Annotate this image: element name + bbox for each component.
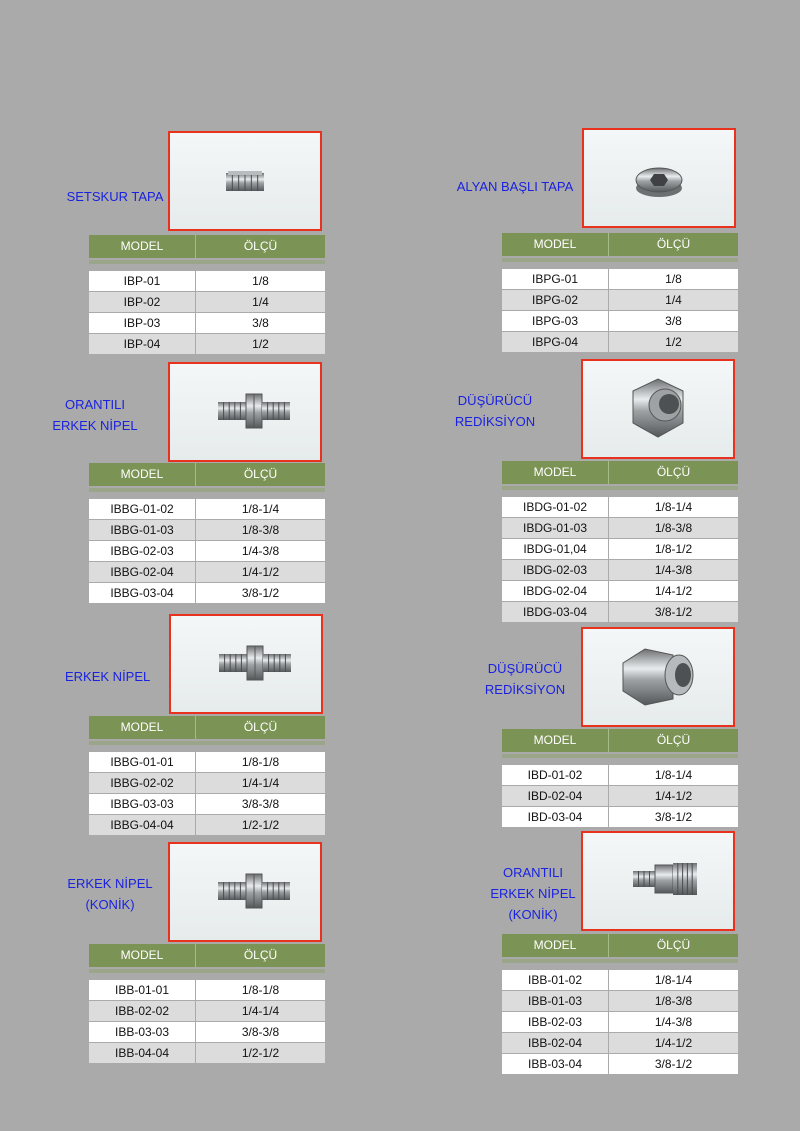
table-row — [502, 1012, 738, 1032]
table-row — [502, 786, 738, 806]
size-cell: 3/8 — [609, 311, 738, 331]
product-title — [478, 862, 588, 925]
product-photo — [581, 627, 735, 727]
model-cell: IBDG-01,04 — [502, 539, 608, 559]
product-title-line: REDİKSİYON — [484, 682, 566, 697]
table-row — [89, 1001, 325, 1021]
hex-reducer-bushing-icon — [583, 629, 733, 725]
product-photo — [582, 128, 736, 228]
size-cell: 1/4-1/2 — [609, 581, 738, 601]
model-cell: IBBG-01-03 — [89, 520, 195, 540]
table-row — [502, 539, 738, 559]
table-row — [89, 980, 325, 1000]
product-title — [55, 873, 165, 915]
hex-head-plug-icon — [584, 130, 734, 226]
table-row — [502, 290, 738, 310]
product-title-line: DÜŞÜRÜCÜ — [457, 393, 533, 408]
table-body — [89, 499, 325, 603]
spec-table — [89, 716, 325, 836]
size-cell: 3/8-1/2 — [609, 807, 738, 827]
spec-table — [502, 461, 738, 623]
product-photo — [168, 131, 322, 231]
model-cell: IBDG-02-03 — [502, 560, 608, 580]
size-cell: 1/8-3/8 — [609, 518, 738, 538]
spec-table — [89, 463, 325, 604]
model-cell: IBB-01-03 — [502, 991, 608, 1011]
table-body — [502, 970, 738, 1074]
model-cell: IBD-02-04 — [502, 786, 608, 806]
model-cell: IBPG-04 — [502, 332, 608, 352]
male-nipple-icon — [171, 616, 321, 712]
model-cell: IBB-01-02 — [502, 970, 608, 990]
model-cell: IBP-01 — [89, 271, 195, 291]
table-row — [89, 334, 325, 354]
model-column-header: MODEL — [89, 716, 196, 739]
table-header — [89, 235, 325, 258]
model-column-header: MODEL — [502, 233, 609, 256]
table-body — [89, 752, 325, 835]
size-cell: 1/4-3/8 — [196, 541, 325, 561]
table-row — [89, 520, 325, 540]
size-cell: 3/8-3/8 — [196, 1022, 325, 1042]
model-cell: IBB-02-03 — [502, 1012, 608, 1032]
size-cell: 1/8-1/4 — [196, 499, 325, 519]
table-row — [89, 541, 325, 561]
size-cell: 3/8-1/2 — [196, 583, 325, 603]
model-column-header: MODEL — [89, 235, 196, 258]
size-cell: 1/8-1/8 — [196, 980, 325, 1000]
model-column-header: MODEL — [502, 461, 609, 484]
size-column-header: ÖLÇÜ — [243, 948, 278, 962]
table-row — [502, 518, 738, 538]
model-cell: IBBG-03-04 — [89, 583, 195, 603]
table-row — [89, 1043, 325, 1063]
product-title — [440, 390, 550, 432]
model-cell: IBP-04 — [89, 334, 195, 354]
header-divider — [502, 754, 738, 758]
size-cell: 1/8-1/2 — [609, 539, 738, 559]
table-header — [89, 944, 325, 967]
header-divider — [502, 486, 738, 490]
table-row — [89, 313, 325, 333]
table-row — [502, 332, 738, 352]
table-row — [89, 562, 325, 582]
model-column-header: MODEL — [502, 729, 609, 752]
product-title-line: (KONİK) — [85, 897, 135, 912]
size-cell: 1/8-1/4 — [609, 765, 738, 785]
size-cell: 3/8 — [196, 313, 325, 333]
reducer-bushing-icon — [583, 361, 733, 457]
size-cell: 1/2 — [609, 332, 738, 352]
size-column-header: ÖLÇÜ — [656, 938, 691, 952]
size-cell: 3/8-1/2 — [609, 602, 738, 622]
table-body — [89, 271, 325, 354]
size-cell: 1/4-1/2 — [609, 1033, 738, 1053]
table-header — [502, 233, 738, 256]
size-cell: 1/4-1/2 — [196, 562, 325, 582]
table-row — [502, 602, 738, 622]
model-cell: IBPG-02 — [502, 290, 608, 310]
header-divider — [89, 488, 325, 492]
header-divider — [89, 969, 325, 973]
spec-table — [502, 934, 738, 1075]
table-header — [502, 729, 738, 752]
spec-table — [502, 233, 738, 353]
product-title-line: ERKEK NİPEL — [67, 876, 153, 891]
product-title-line: SETSKUR TAPA — [66, 189, 164, 204]
table-row — [89, 815, 325, 835]
size-column-header: ÖLÇÜ — [656, 237, 691, 251]
table-row — [502, 1033, 738, 1053]
header-divider — [89, 741, 325, 745]
model-cell: IBDG-03-04 — [502, 602, 608, 622]
model-cell: IBD-03-04 — [502, 807, 608, 827]
product-title — [450, 176, 580, 197]
model-cell: IBB-01-01 — [89, 980, 195, 1000]
size-cell: 1/2 — [196, 334, 325, 354]
product-title-line: DÜŞÜRÜCÜ — [487, 661, 563, 676]
table-row — [89, 271, 325, 291]
size-cell: 3/8-1/2 — [609, 1054, 738, 1074]
header-divider — [89, 260, 325, 264]
size-cell: 1/4-1/4 — [196, 773, 325, 793]
size-cell: 1/2-1/2 — [196, 1043, 325, 1063]
model-cell: IBBG-02-04 — [89, 562, 195, 582]
size-cell: 1/8 — [609, 269, 738, 289]
model-cell: IBD-01-02 — [502, 765, 608, 785]
table-row — [89, 499, 325, 519]
table-row — [502, 807, 738, 827]
product-photo — [168, 362, 322, 462]
table-row — [502, 970, 738, 990]
product-title-line: ERKEK NİPEL — [65, 669, 151, 684]
size-cell: 1/8-3/8 — [196, 520, 325, 540]
spec-table — [89, 944, 325, 1064]
size-cell: 1/4 — [609, 290, 738, 310]
product-title-line: ERKEK NİPEL — [490, 886, 576, 901]
product-photo — [581, 831, 735, 931]
hex-socket-plug-icon — [170, 133, 320, 229]
table-header — [89, 716, 325, 739]
header-divider — [502, 258, 738, 262]
table-row — [89, 1022, 325, 1042]
table-body — [502, 269, 738, 352]
model-cell: IBB-03-03 — [89, 1022, 195, 1042]
size-cell: 1/4-1/4 — [196, 1001, 325, 1021]
table-header — [89, 463, 325, 486]
product-title-line: ORANTILI — [503, 865, 563, 880]
table-row — [89, 292, 325, 312]
size-cell: 3/8-3/8 — [196, 794, 325, 814]
table-body — [502, 497, 738, 622]
conical-reducing-nipple-icon — [583, 833, 733, 929]
table-row — [89, 773, 325, 793]
product-photo — [581, 359, 735, 459]
model-column-header: MODEL — [89, 463, 196, 486]
size-cell: 1/8 — [196, 271, 325, 291]
model-cell: IBBG-02-03 — [89, 541, 195, 561]
model-cell: IBB-02-04 — [502, 1033, 608, 1053]
product-title-line: ERKEK NİPEL — [52, 418, 138, 433]
model-cell: IBBG-02-02 — [89, 773, 195, 793]
table-row — [502, 497, 738, 517]
model-cell: IBP-03 — [89, 313, 195, 333]
product-title — [40, 394, 150, 436]
size-column-header: ÖLÇÜ — [656, 733, 691, 747]
model-cell: IBBG-01-02 — [89, 499, 195, 519]
model-column-header: MODEL — [89, 944, 196, 967]
model-cell: IBPG-03 — [502, 311, 608, 331]
size-column-header: ÖLÇÜ — [243, 720, 278, 734]
table-row — [502, 1054, 738, 1074]
model-cell: IBB-03-04 — [502, 1054, 608, 1074]
model-column-header: MODEL — [502, 934, 609, 957]
size-cell: 1/8-1/8 — [196, 752, 325, 772]
table-row — [502, 269, 738, 289]
model-cell: IBBG-03-03 — [89, 794, 195, 814]
table-row — [502, 581, 738, 601]
table-row — [502, 991, 738, 1011]
size-cell: 1/4-1/2 — [609, 786, 738, 806]
model-cell: IBP-02 — [89, 292, 195, 312]
reducing-male-nipple-icon — [170, 364, 320, 460]
size-cell: 1/8-1/4 — [609, 497, 738, 517]
product-title — [65, 666, 151, 687]
table-body — [89, 980, 325, 1063]
product-title-line: (KONİK) — [508, 907, 558, 922]
size-cell: 1/4-3/8 — [609, 560, 738, 580]
table-row — [89, 752, 325, 772]
product-title-line: ALYAN BAŞLI TAPA — [456, 179, 574, 194]
model-cell: IBB-04-04 — [89, 1043, 195, 1063]
table-header — [502, 934, 738, 957]
size-cell: 1/4 — [196, 292, 325, 312]
model-cell: IBBG-04-04 — [89, 815, 195, 835]
conical-male-nipple-icon — [170, 844, 320, 940]
spec-table — [502, 729, 738, 828]
product-title-line: REDİKSİYON — [454, 414, 536, 429]
table-row — [502, 765, 738, 785]
table-row — [89, 583, 325, 603]
table-header — [502, 461, 738, 484]
model-cell: IBDG-02-04 — [502, 581, 608, 601]
model-cell: IBBG-01-01 — [89, 752, 195, 772]
table-body — [502, 765, 738, 827]
spec-table — [89, 235, 325, 355]
size-cell: 1/2-1/2 — [196, 815, 325, 835]
model-cell: IBDG-01-03 — [502, 518, 608, 538]
model-cell: IBB-02-02 — [89, 1001, 195, 1021]
product-title — [60, 186, 170, 207]
header-divider — [502, 959, 738, 963]
product-photo — [169, 614, 323, 714]
size-column-header: ÖLÇÜ — [243, 239, 278, 253]
product-title — [470, 658, 580, 700]
table-row — [502, 560, 738, 580]
size-column-header: ÖLÇÜ — [243, 467, 278, 481]
product-title-line: ORANTILI — [65, 397, 125, 412]
size-cell: 1/8-3/8 — [609, 991, 738, 1011]
model-cell: IBDG-01-02 — [502, 497, 608, 517]
size-cell: 1/4-3/8 — [609, 1012, 738, 1032]
size-cell: 1/8-1/4 — [609, 970, 738, 990]
product-photo — [168, 842, 322, 942]
model-cell: IBPG-01 — [502, 269, 608, 289]
size-column-header: ÖLÇÜ — [656, 465, 691, 479]
table-row — [502, 311, 738, 331]
table-row — [89, 794, 325, 814]
